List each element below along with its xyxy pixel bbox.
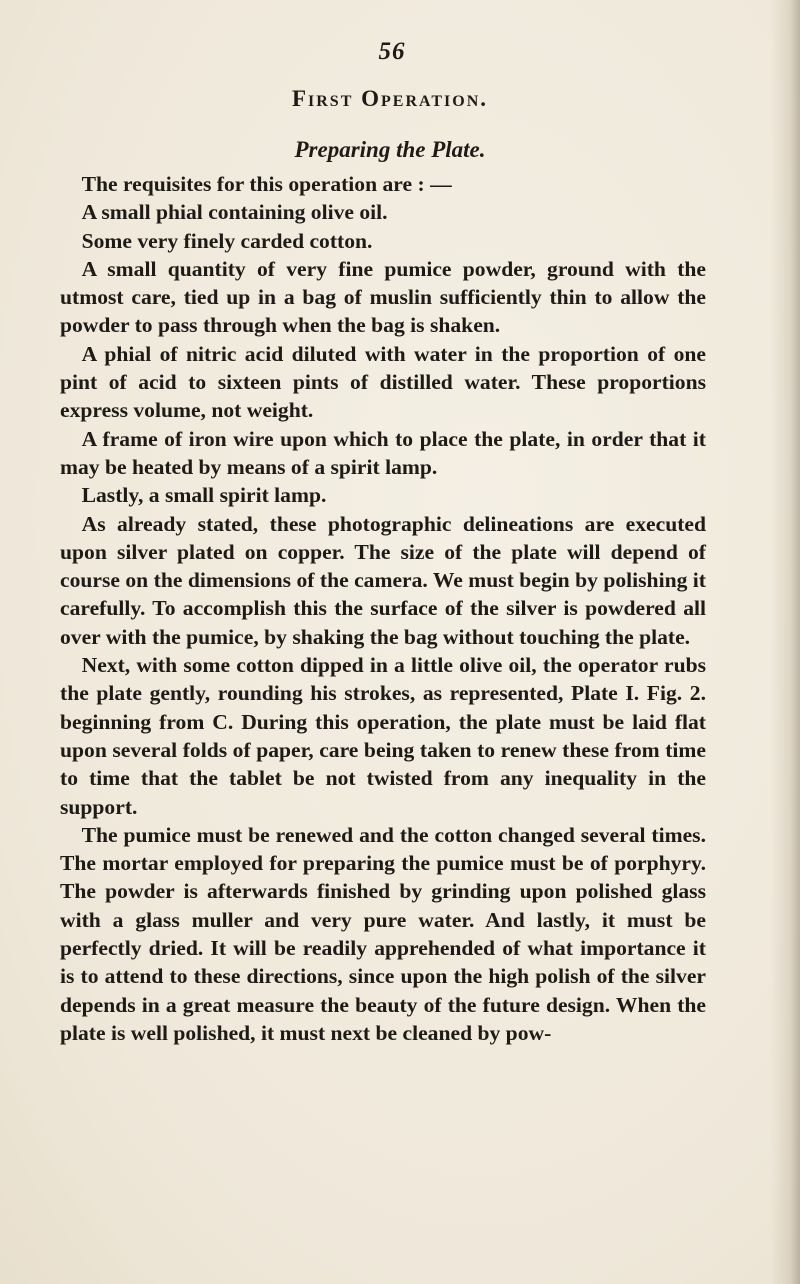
paragraph: A small phial containing olive oil. — [81, 200, 388, 225]
paragraph: Some very finely carded cotton. — [81, 228, 373, 253]
paragraph: A small quantity of very fine pumice powder, ground with the utmost care, tied up in a bag of muslin sufficiently thin to allow the powder to pass through when the bag is shaken. — [60, 256, 706, 338]
paragraph: Lastly, a small spirit lamp. — [81, 483, 327, 508]
paragraph: The pumice must be renewed and the cotton changed several times. The mortar employed for preparing the pumice must be of porphyry. The powder is afterwards finished by grinding upon polished glass with a glass muller and very pure water. And lastly, it must be perfectly dried. It will be readily apprehended of what importance it is to attend to these directions, since upon the high polish of the silver depends in a great measure the beauty of the future design. When the plate is well polished, it must next be cleaned by pow- — [60, 822, 706, 1045]
paragraph: A phial of nitric acid diluted with water in the proportion of one pint of acid to sixteen pints of distilled water. These proportions express volume, not weight. — [60, 341, 706, 423]
page-number: 56 — [378, 38, 406, 65]
paragraph: As already stated, these photographic delineations are executed upon silver plated on copper. The size of the plate will depend of course on the dimensions of the camera. We must begin by polishing it carefully. To accomplish this the surface of the silver is powdered all over with the pumice, by shaking the bag without touching the plate. — [60, 511, 706, 649]
section-subheading: Preparing the Plate. — [294, 137, 486, 162]
body-text — [60, 170, 706, 1047]
paragraph: The requisites for this operation are : — — [81, 172, 452, 196]
paragraph: Next, with some cotton dipped in a little olive oil, the operator rubs the plate gently, rounding his strokes, as represented, Plate I. Fig. 2. beginning from C. During this operation, the plate must be laid flat upon several folds of paper, care being taken to renew these from time to time that the tablet be not twisted from any inequality in the support. — [60, 653, 706, 819]
section-heading: First Operation. — [291, 86, 489, 111]
paragraph: A frame of iron wire upon which to place the plate, in order that it may be heated by means of a spirit lamp. — [60, 426, 706, 479]
